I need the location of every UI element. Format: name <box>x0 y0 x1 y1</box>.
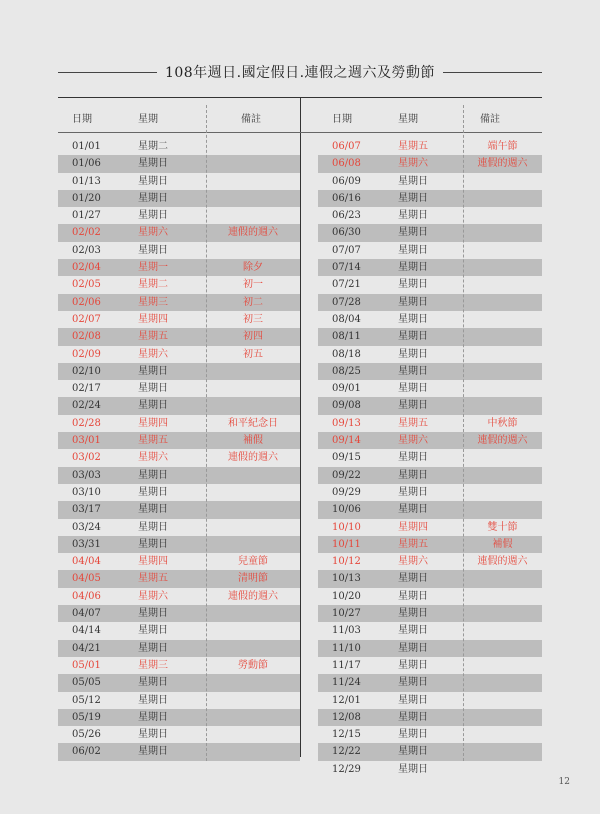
table-row <box>318 709 542 726</box>
table-header-right <box>300 98 542 133</box>
table-row <box>58 449 300 466</box>
cell-date: 07/28 <box>332 296 361 308</box>
table-row <box>318 415 542 432</box>
table-row <box>58 726 300 743</box>
cell-date: 02/06 <box>72 296 101 308</box>
cell-date: 10/11 <box>332 538 361 550</box>
header-note: 備註 <box>480 114 500 125</box>
cell-day: 星期日 <box>138 244 168 256</box>
cell-date: 11/17 <box>332 659 361 671</box>
cell-day: 星期日 <box>398 608 428 620</box>
cell-date: 08/11 <box>332 331 361 343</box>
cell-day: 星期日 <box>138 694 168 706</box>
table-row <box>58 363 300 380</box>
cell-date: 01/01 <box>72 141 101 152</box>
cell-note: 和平紀念日 <box>228 417 278 429</box>
cell-date: 03/10 <box>72 486 101 498</box>
cell-day: 星期日 <box>398 573 428 585</box>
cell-day: 星期五 <box>398 417 428 429</box>
cell-date: 06/16 <box>332 192 361 204</box>
cell-date: 06/30 <box>332 227 361 239</box>
table-row <box>318 311 542 328</box>
cell-date: 03/17 <box>72 504 101 516</box>
cell-date: 01/27 <box>72 210 101 222</box>
table-row <box>318 259 542 276</box>
cell-note: 中秋節 <box>487 417 518 429</box>
table-row <box>318 692 542 709</box>
cell-note: 初二 <box>243 296 263 308</box>
table-row <box>58 501 300 518</box>
table-row <box>318 155 542 172</box>
table-row <box>318 519 542 536</box>
cell-day: 星期日 <box>398 694 428 706</box>
cell-date: 11/03 <box>332 625 361 637</box>
cell-date: 06/09 <box>332 175 361 187</box>
cell-date: 05/01 <box>72 659 101 671</box>
cell-date: 05/19 <box>72 711 101 723</box>
table-row <box>58 640 300 657</box>
cell-note: 清明節 <box>238 573 268 585</box>
table-row <box>318 328 542 345</box>
left-rows <box>58 138 300 761</box>
table-row <box>58 432 300 449</box>
table-row <box>318 397 542 414</box>
cell-note: 連假的週六 <box>228 227 278 239</box>
cell-date: 10/13 <box>332 573 361 585</box>
table-row <box>58 570 300 587</box>
cell-date: 07/07 <box>332 244 361 256</box>
cell-date: 09/14 <box>332 435 361 447</box>
cell-note: 連假的週六 <box>228 452 278 464</box>
cell-day: 星期日 <box>398 192 428 204</box>
cell-date: 06/23 <box>332 210 361 222</box>
cell-day: 星期日 <box>398 313 428 325</box>
cell-date: 12/08 <box>332 711 361 723</box>
table-row <box>318 380 542 397</box>
header-day: 星期 <box>138 114 158 125</box>
cell-day: 星期四 <box>398 521 428 533</box>
header-note: 備註 <box>241 114 261 125</box>
cell-day: 星期日 <box>398 331 428 343</box>
cell-day: 星期日 <box>138 746 168 758</box>
cell-note: 初四 <box>243 331 263 343</box>
cell-date: 08/18 <box>332 348 361 360</box>
cell-date: 01/06 <box>72 158 101 170</box>
table-row <box>318 467 542 484</box>
table-row <box>318 190 542 207</box>
table-row <box>318 640 542 657</box>
table-row <box>318 622 542 639</box>
cell-day: 星期日 <box>138 729 168 741</box>
cell-date: 09/15 <box>332 452 361 464</box>
cell-date: 02/02 <box>72 227 101 239</box>
cell-day: 星期日 <box>138 469 168 481</box>
cell-day: 星期六 <box>138 452 168 464</box>
table-row <box>318 553 542 570</box>
cell-date: 11/24 <box>332 677 361 689</box>
table-row <box>58 173 300 190</box>
cell-date: 07/21 <box>332 279 361 291</box>
cell-day: 星期日 <box>398 383 428 395</box>
cell-day: 星期二 <box>138 141 168 152</box>
cell-date: 03/31 <box>72 538 101 550</box>
cell-date: 09/13 <box>332 417 361 429</box>
cell-day: 星期日 <box>138 677 168 689</box>
cell-date: 09/22 <box>332 469 361 481</box>
header-date: 日期 <box>72 114 92 125</box>
page-title: 108年週日.國定假日.連假之週六及勞動節 <box>164 65 436 81</box>
cell-day: 星期日 <box>398 244 428 256</box>
table-row <box>58 224 300 241</box>
cell-day: 星期五 <box>138 435 168 447</box>
cell-day: 星期日 <box>138 175 168 187</box>
table-row <box>318 449 542 466</box>
cell-date: 04/14 <box>72 625 101 637</box>
table-row <box>318 605 542 622</box>
cell-day: 星期日 <box>398 348 428 360</box>
cell-date: 10/12 <box>332 556 361 568</box>
header-date: 日期 <box>332 114 352 125</box>
table-row <box>318 207 542 224</box>
cell-day: 星期日 <box>398 486 428 498</box>
cell-day: 星期五 <box>398 141 428 152</box>
cell-note: 連假的週六 <box>477 158 528 170</box>
cell-note: 初三 <box>243 313 263 325</box>
cell-day: 星期日 <box>398 763 428 775</box>
table-row <box>58 674 300 691</box>
cell-note: 端午節 <box>487 141 518 152</box>
table-row <box>318 173 542 190</box>
table-row <box>58 536 300 553</box>
cell-day: 星期四 <box>138 417 168 429</box>
cell-day: 星期日 <box>138 521 168 533</box>
cell-day: 星期日 <box>398 365 428 377</box>
cell-day: 星期日 <box>398 625 428 637</box>
title-bar <box>58 62 542 82</box>
table-row <box>58 380 300 397</box>
table-row <box>58 743 300 760</box>
header-day: 星期 <box>398 114 418 125</box>
cell-day: 星期六 <box>398 158 428 170</box>
table-header-left <box>58 98 300 133</box>
cell-date: 02/05 <box>72 279 101 291</box>
cell-note: 連假的週六 <box>477 556 528 568</box>
cell-day: 星期日 <box>398 210 428 222</box>
cell-day: 星期日 <box>138 365 168 377</box>
cell-day: 星期日 <box>398 469 428 481</box>
cell-day: 星期日 <box>138 158 168 170</box>
table-row <box>58 276 300 293</box>
table-row <box>58 294 300 311</box>
table-row <box>58 311 300 328</box>
cell-note: 除夕 <box>243 262 263 274</box>
table-row <box>318 761 542 778</box>
cell-date: 04/21 <box>72 642 101 654</box>
cell-day: 星期日 <box>138 625 168 637</box>
cell-date: 08/25 <box>332 365 361 377</box>
cell-day: 星期三 <box>138 659 168 671</box>
cell-date: 07/14 <box>332 262 361 274</box>
cell-day: 星期日 <box>398 279 428 291</box>
title-rule-right <box>443 72 542 73</box>
cell-day: 星期四 <box>138 313 168 325</box>
cell-date: 02/10 <box>72 365 101 377</box>
table-row <box>58 484 300 501</box>
table-row <box>58 259 300 276</box>
cell-date: 12/29 <box>332 763 361 775</box>
column-separator <box>463 105 464 761</box>
table-row <box>318 138 542 155</box>
cell-date: 10/06 <box>332 504 361 516</box>
table-row <box>58 622 300 639</box>
cell-date: 09/29 <box>332 486 361 498</box>
cell-date: 12/15 <box>332 729 361 741</box>
cell-date: 09/08 <box>332 400 361 412</box>
cell-note: 雙十節 <box>487 521 518 533</box>
cell-day: 星期日 <box>138 400 168 412</box>
table-row <box>58 397 300 414</box>
table-row <box>58 588 300 605</box>
cell-day: 星期日 <box>398 296 428 308</box>
cell-date: 05/12 <box>72 694 101 706</box>
table-row <box>58 692 300 709</box>
cell-day: 星期日 <box>398 262 428 274</box>
right-rows <box>300 138 542 778</box>
cell-day: 星期六 <box>138 227 168 239</box>
table-row <box>318 224 542 241</box>
cell-day: 星期日 <box>398 711 428 723</box>
table-row <box>58 242 300 259</box>
table-row <box>318 276 542 293</box>
cell-note: 初一 <box>243 279 263 291</box>
cell-date: 04/07 <box>72 608 101 620</box>
table-row <box>58 346 300 363</box>
cell-day: 星期五 <box>138 331 168 343</box>
table-row <box>318 674 542 691</box>
cell-date: 05/05 <box>72 677 101 689</box>
cell-day: 星期日 <box>398 642 428 654</box>
cell-day: 星期日 <box>398 677 428 689</box>
table-row <box>318 242 542 259</box>
cell-date: 02/28 <box>72 417 101 429</box>
table-row <box>318 346 542 363</box>
cell-day: 星期日 <box>398 590 428 602</box>
cell-day: 星期日 <box>398 175 428 187</box>
table-row <box>318 536 542 553</box>
cell-day: 星期六 <box>138 348 168 360</box>
table-row <box>58 553 300 570</box>
cell-date: 06/08 <box>332 158 361 170</box>
cell-date: 04/06 <box>72 590 101 602</box>
table-row <box>318 743 542 760</box>
cell-day: 星期六 <box>398 556 428 568</box>
cell-date: 04/04 <box>72 556 101 568</box>
cell-date: 12/01 <box>332 694 361 706</box>
table-row <box>58 207 300 224</box>
table-row <box>318 588 542 605</box>
table-row <box>58 415 300 432</box>
cell-date: 05/26 <box>72 729 101 741</box>
cell-date: 10/27 <box>332 608 361 620</box>
cell-date: 03/01 <box>72 435 101 447</box>
cell-date: 10/10 <box>332 521 361 533</box>
cell-date: 02/07 <box>72 313 101 325</box>
cell-date: 02/03 <box>72 244 101 256</box>
title-rule-left <box>58 72 157 73</box>
table-row <box>318 657 542 674</box>
table-row <box>318 484 542 501</box>
cell-day: 星期日 <box>398 504 428 516</box>
cell-day: 星期五 <box>398 538 428 550</box>
cell-note: 兒童節 <box>238 556 268 568</box>
cell-day: 星期日 <box>138 504 168 516</box>
cell-date: 03/03 <box>72 469 101 481</box>
page-number: 12 <box>558 777 570 787</box>
cell-day: 星期二 <box>138 279 168 291</box>
cell-date: 01/20 <box>72 192 101 204</box>
cell-day: 星期六 <box>398 435 428 447</box>
cell-day: 星期日 <box>138 210 168 222</box>
cell-day: 星期日 <box>398 452 428 464</box>
cell-note: 補假 <box>492 538 513 550</box>
table-row <box>318 432 542 449</box>
cell-date: 06/02 <box>72 746 101 758</box>
cell-date: 10/20 <box>332 590 361 602</box>
cell-date: 02/17 <box>72 383 101 395</box>
cell-day: 星期日 <box>138 383 168 395</box>
cell-date: 11/10 <box>332 642 361 654</box>
table-row <box>58 519 300 536</box>
cell-day: 星期日 <box>398 400 428 412</box>
cell-day: 星期五 <box>138 573 168 585</box>
cell-date: 08/04 <box>332 313 361 325</box>
cell-day: 星期日 <box>138 538 168 550</box>
cell-day: 星期一 <box>138 262 168 274</box>
cell-day: 星期日 <box>138 642 168 654</box>
table-row <box>58 190 300 207</box>
table-row <box>58 709 300 726</box>
column-separator <box>206 105 207 761</box>
table-row <box>58 657 300 674</box>
table-row <box>58 467 300 484</box>
cell-date: 03/02 <box>72 452 101 464</box>
table-row <box>318 726 542 743</box>
cell-date: 04/05 <box>72 573 101 585</box>
table-row <box>318 570 542 587</box>
cell-date: 02/08 <box>72 331 101 343</box>
table-row <box>318 363 542 380</box>
cell-date: 02/04 <box>72 262 101 274</box>
holiday-table <box>58 97 542 775</box>
cell-day: 星期四 <box>138 556 168 568</box>
cell-date: 03/24 <box>72 521 101 533</box>
table-row <box>318 294 542 311</box>
cell-date: 02/24 <box>72 400 101 412</box>
cell-day: 星期六 <box>138 590 168 602</box>
table-row <box>58 328 300 345</box>
cell-day: 星期日 <box>398 746 428 758</box>
table-row <box>58 138 300 155</box>
cell-day: 星期日 <box>138 486 168 498</box>
cell-date: 01/13 <box>72 175 101 187</box>
cell-date: 12/22 <box>332 746 361 758</box>
table-row <box>58 605 300 622</box>
cell-note: 初五 <box>243 348 263 360</box>
cell-day: 星期日 <box>138 711 168 723</box>
cell-date: 06/07 <box>332 141 361 152</box>
cell-day: 星期日 <box>138 608 168 620</box>
cell-note: 勞動節 <box>238 659 268 671</box>
cell-day: 星期日 <box>138 192 168 204</box>
cell-day: 星期日 <box>398 729 428 741</box>
table-row <box>318 501 542 518</box>
cell-note: 補假 <box>243 435 263 447</box>
cell-day: 星期三 <box>138 296 168 308</box>
table-row <box>58 155 300 172</box>
cell-date: 09/01 <box>332 383 361 395</box>
cell-day: 星期日 <box>398 659 428 671</box>
cell-note: 連假的週六 <box>228 590 278 602</box>
cell-date: 02/09 <box>72 348 101 360</box>
cell-day: 星期日 <box>398 227 428 239</box>
cell-note: 連假的週六 <box>477 435 528 447</box>
